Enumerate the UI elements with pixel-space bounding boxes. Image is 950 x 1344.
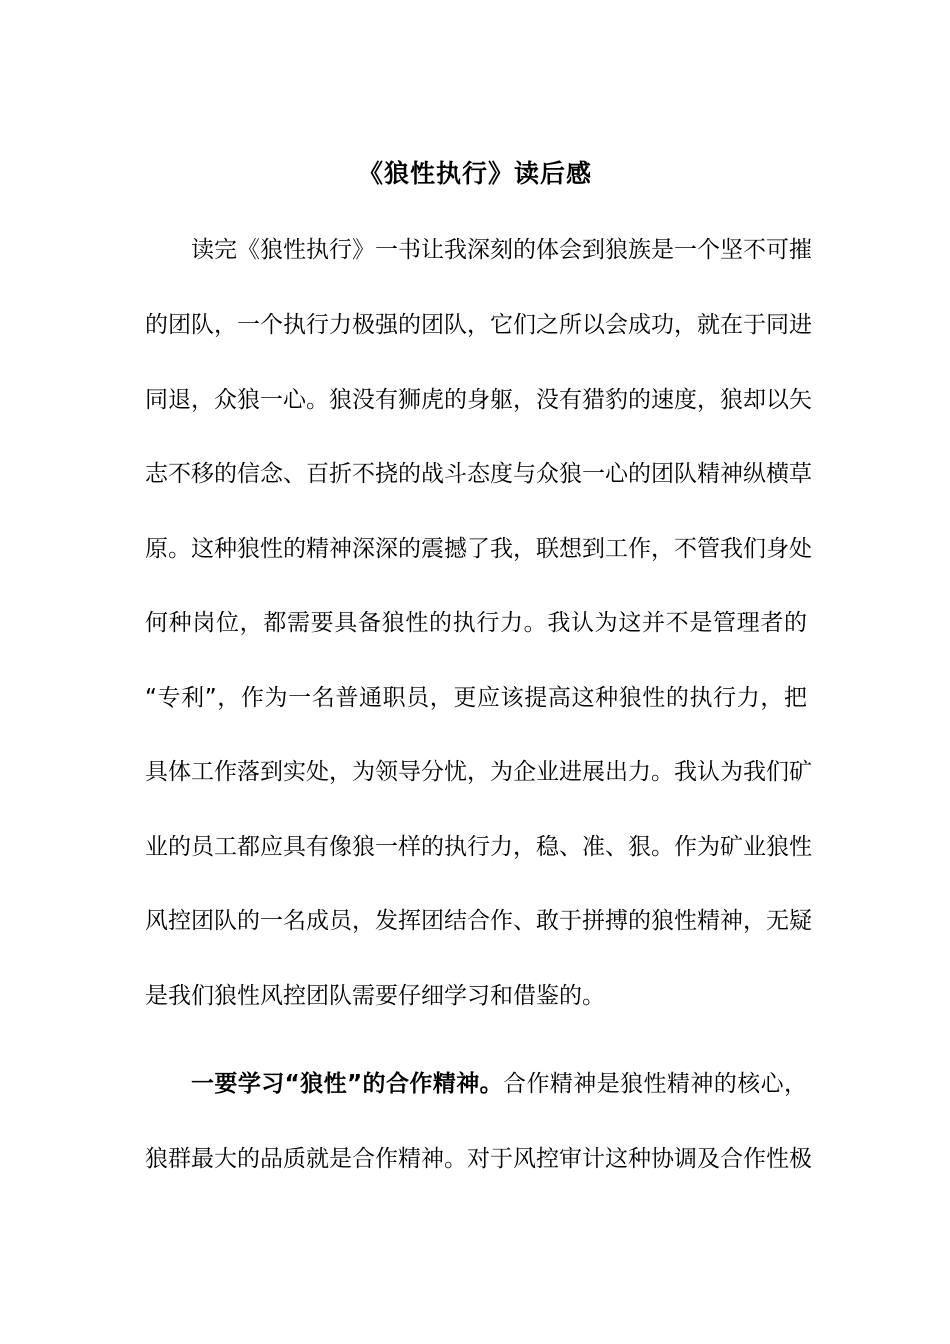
paragraph-line: 原。这种狼性的精神深深的震撼了我，联想到工作，不管我们身处 [145, 536, 812, 562]
section-heading-lead: 一要学习“狼性”的合作精神。 [191, 1071, 504, 1097]
paragraph-line: 具体工作落到实处，为领导分忧，为企业进展出力。我认为我们矿 [145, 759, 812, 785]
paragraph-line: “专利”，作为一名普通职员，更应该提高这种狼性的执行力，把 [145, 685, 807, 711]
paragraph-line [145, 1066, 807, 1102]
paragraph-line: 读完《狼性执行》一书让我深刻的体会到狼族是一个坚不可摧 [191, 237, 812, 263]
paragraph-line: 的团队，一个执行力极强的团队，它们之所以会成功，就在于同进 [145, 312, 812, 338]
paragraph-line: 何种岗位，都需要具备狼性的执行力。我认为这并不是管理者的 [145, 610, 807, 636]
paragraph-line: 是我们狼性风控团队需要仔细学习和借鉴的。 [145, 983, 605, 1009]
paragraph-line: 同退，众狼一心。狼没有狮虎的身躯，没有猎豹的速度，狼却以矢 [145, 387, 812, 413]
paragraph-line: 业的员工都应具有像狼一样的执行力，稳、准、狠。作为矿业狼性 [145, 834, 812, 860]
paragraph-line: 狼群最大的品质就是合作精神。对于风控审计这种协调及合作性极 [145, 1146, 812, 1172]
paragraph-text: 合作精神是狼性精神的核心， [503, 1071, 807, 1097]
paragraph-line: 志不移的信念、百折不挠的战斗态度与众狼一心的团队精神纵横草 [145, 461, 812, 487]
document-title: 《狼性执行》读后感 [357, 159, 592, 188]
paragraph-line: 风控团队的一名成员，发挥团结合作、敢于拼搏的狼性精神，无疑 [145, 908, 812, 934]
